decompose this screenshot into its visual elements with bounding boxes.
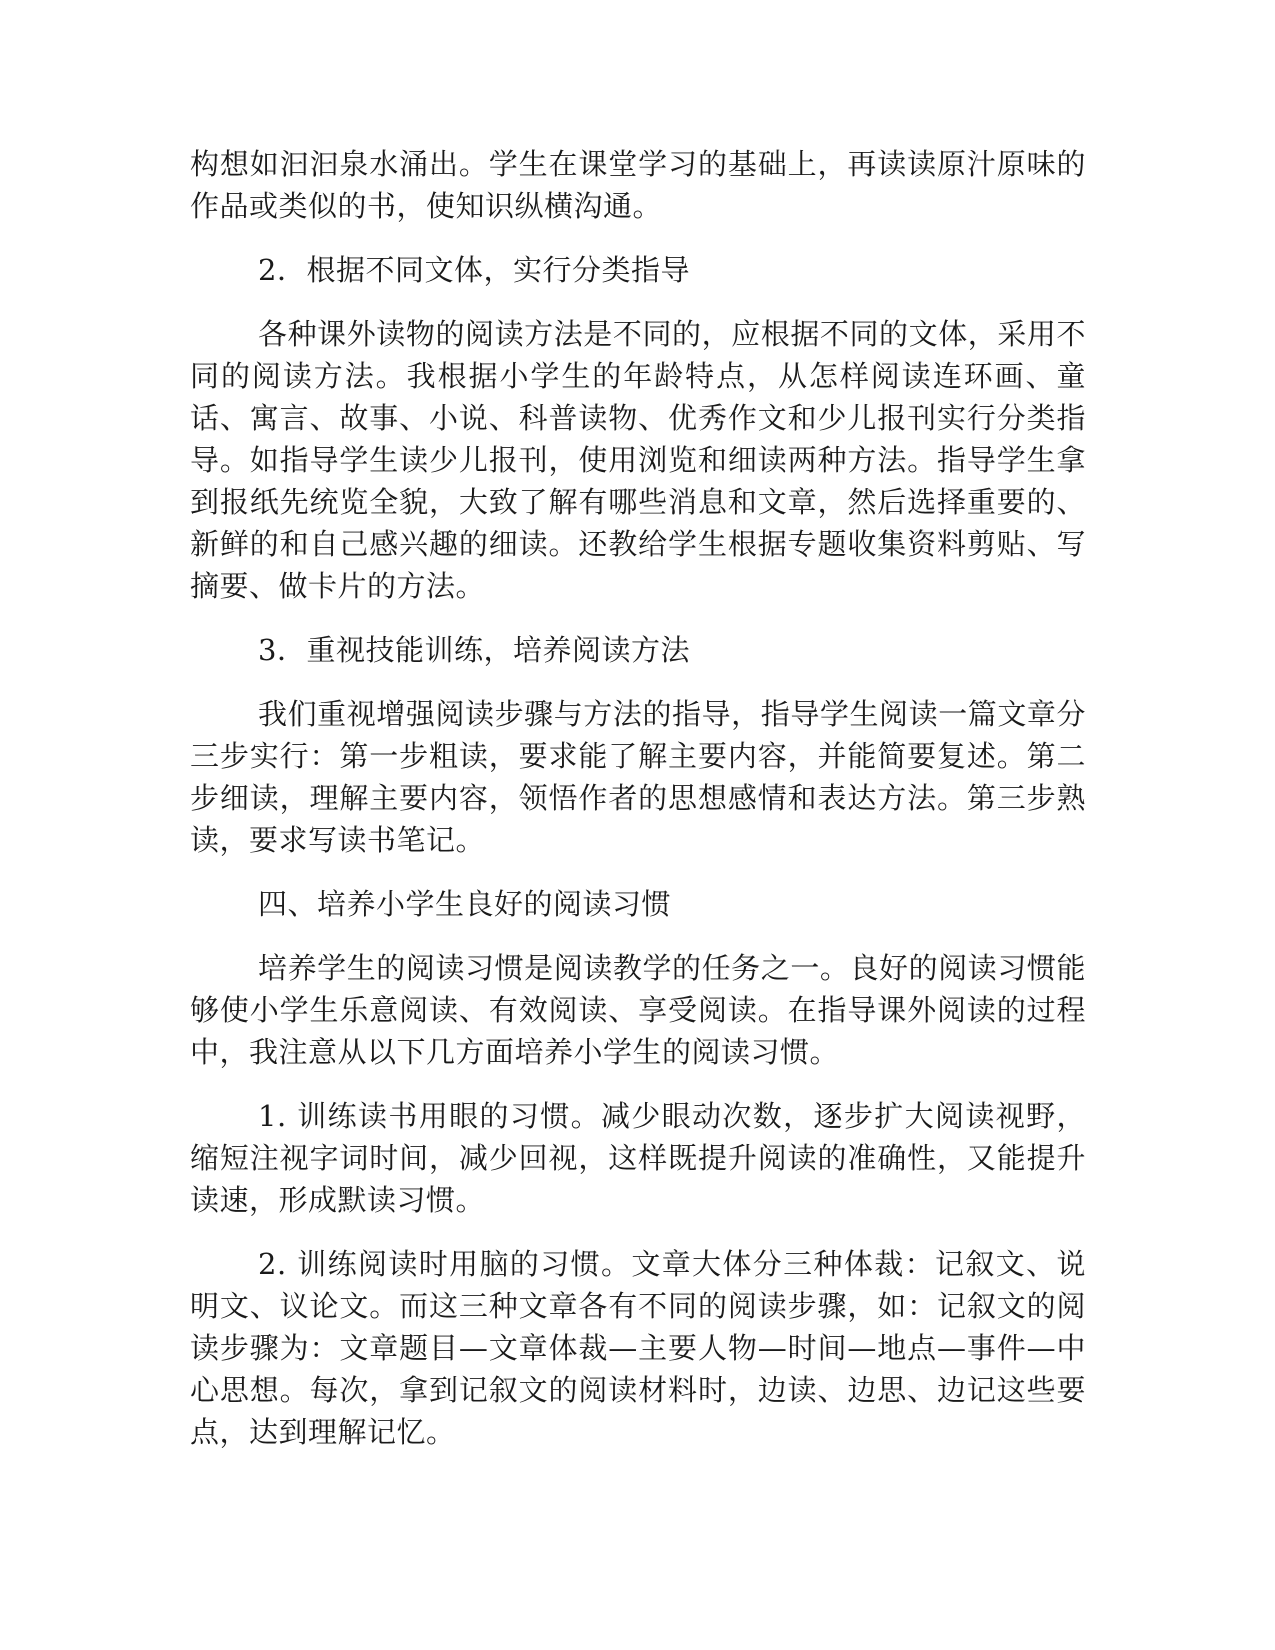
paragraph-eye-habit: 1. 训练读书用眼的习惯。减少眼动次数，逐步扩大阅读视野，缩短注视字词时间，减少回视，这样既提升阅读的准确性，又能提升读速，形成默读习惯。	[190, 1099, 1086, 1217]
paragraph-genre-guidance: 各种课外读物的阅读方法是不同的，应根据不同的文体，采用不同的阅读方法。我根据小学生的年龄特点，从怎样阅读连环画、童话、寓言、故事、小说、科普读物、优秀作文和少儿报刊实行分类指导。如指导学生读少儿报刊，使用浏览和细读两种方法。指导学生拿到报纸先统览全貌，大致了解有哪些消息和文章，然后选择重要的、新鲜的和自己感兴趣的细读。还教给学生根据专题收集资料剪贴、写摘要、做卡片的方法。	[190, 317, 1086, 603]
paragraph-reading-habits: 培养学生的阅读习惯是阅读教学的任务之一。良好的阅读习惯能够使小学生乐意阅读、有效阅读、享受阅读。在指导课外阅读的过程中，我注意从以下几方面培养小学生的阅读习惯。	[190, 951, 1086, 1069]
paragraph-reading-steps: 我们重视增强阅读步骤与方法的指导，指导学生阅读一篇文章分三步实行：第一步粗读，要求能了解主要内容，并能简要复述。第二步细读，理解主要内容，领悟作者的思想感情和表达方法。第三步熟读，要求写读书笔记。	[190, 697, 1086, 857]
paragraph-continuation: 构想如汩汩泉水涌出。学生在课堂学习的基础上，再读读原汁原味的作品或类似的书，使知识纵横沟通。	[190, 147, 1086, 223]
section-heading-3: 3．重视技能训练，培养阅读方法	[258, 633, 690, 667]
document-body	[190, 143, 1086, 1475]
paragraph-brain-habit: 2. 训练阅读时用脑的习惯。文章大体分三种体裁：记叙文、说明文、议论文。而这三种文章各有不同的阅读步骤，如：记叙文的阅读步骤为：文章题目—文章体裁—主要人物—时间—地点—事件—中心思想。每次，拿到记叙文的阅读材料时，边读、边思、边记这些要点，达到理解记忆。	[190, 1247, 1086, 1449]
section-heading-2: 2．根据不同文体，实行分类指导	[258, 253, 690, 287]
section-heading-4: 四、培养小学生良好的阅读习惯	[258, 887, 672, 921]
